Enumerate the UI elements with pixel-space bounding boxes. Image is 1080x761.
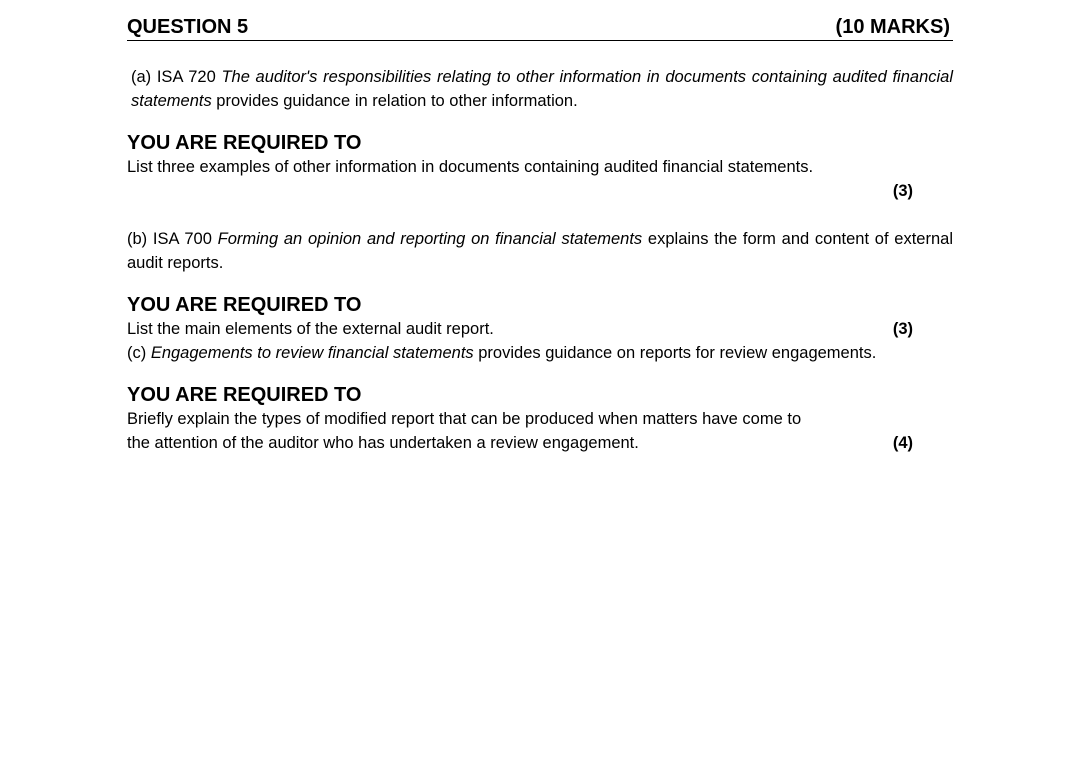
part-c-required-heading: YOU ARE REQUIRED TO — [127, 384, 362, 406]
part-b-suffix: explains the form and content of external audit reports. — [127, 230, 953, 272]
part-c-prefix: (c) — [127, 344, 151, 362]
part-c-requirement-line-1 — [127, 407, 953, 431]
question-title: QUESTION 5 — [127, 16, 249, 38]
part-a-suffix: provides guidance in relation to other information. — [211, 92, 578, 110]
part-c-intro — [127, 341, 953, 365]
question-total-marks: (10 MARKS) — [835, 16, 950, 38]
question-header — [127, 14, 953, 41]
part-a-intro — [127, 65, 953, 113]
part-a-prefix: (a) ISA 720 — [131, 68, 222, 86]
part-c-requirement-1: Briefly explain the types of modified report that can be produced when matters have come to — [127, 410, 802, 428]
part-c-requirement-2: the attention of the auditor who has undertaken a review engagement. — [127, 434, 639, 452]
part-b-requirement-line — [127, 317, 953, 341]
part-b-required-heading: YOU ARE REQUIRED TO — [127, 294, 362, 316]
part-a-mark: (3) — [892, 182, 913, 200]
part-a-required-heading: YOU ARE REQUIRED TO — [127, 132, 362, 154]
part-b-intro — [127, 227, 953, 275]
part-a-standard-title: The auditor's responsibilities relating to other information in documents containing audited financial statements — [131, 68, 954, 110]
part-b-standard-title: Forming an opinion and reporting on financial statements — [217, 230, 643, 248]
part-b-prefix: (b) ISA 700 — [127, 230, 218, 248]
part-c-mark: (4) — [892, 434, 913, 452]
part-c-requirement-line-2 — [127, 431, 953, 455]
question-page — [127, 14, 953, 455]
part-c-suffix: provides guidance on reports for review engagements. — [473, 344, 877, 362]
part-c-standard-title: Engagements to review financial statements — [150, 344, 474, 362]
part-b-mark: (3) — [892, 320, 913, 338]
part-a-requirement: List three examples of other information in documents containing audited financial statements. — [127, 158, 814, 176]
part-b-requirement: List the main elements of the external audit report. — [127, 320, 494, 338]
